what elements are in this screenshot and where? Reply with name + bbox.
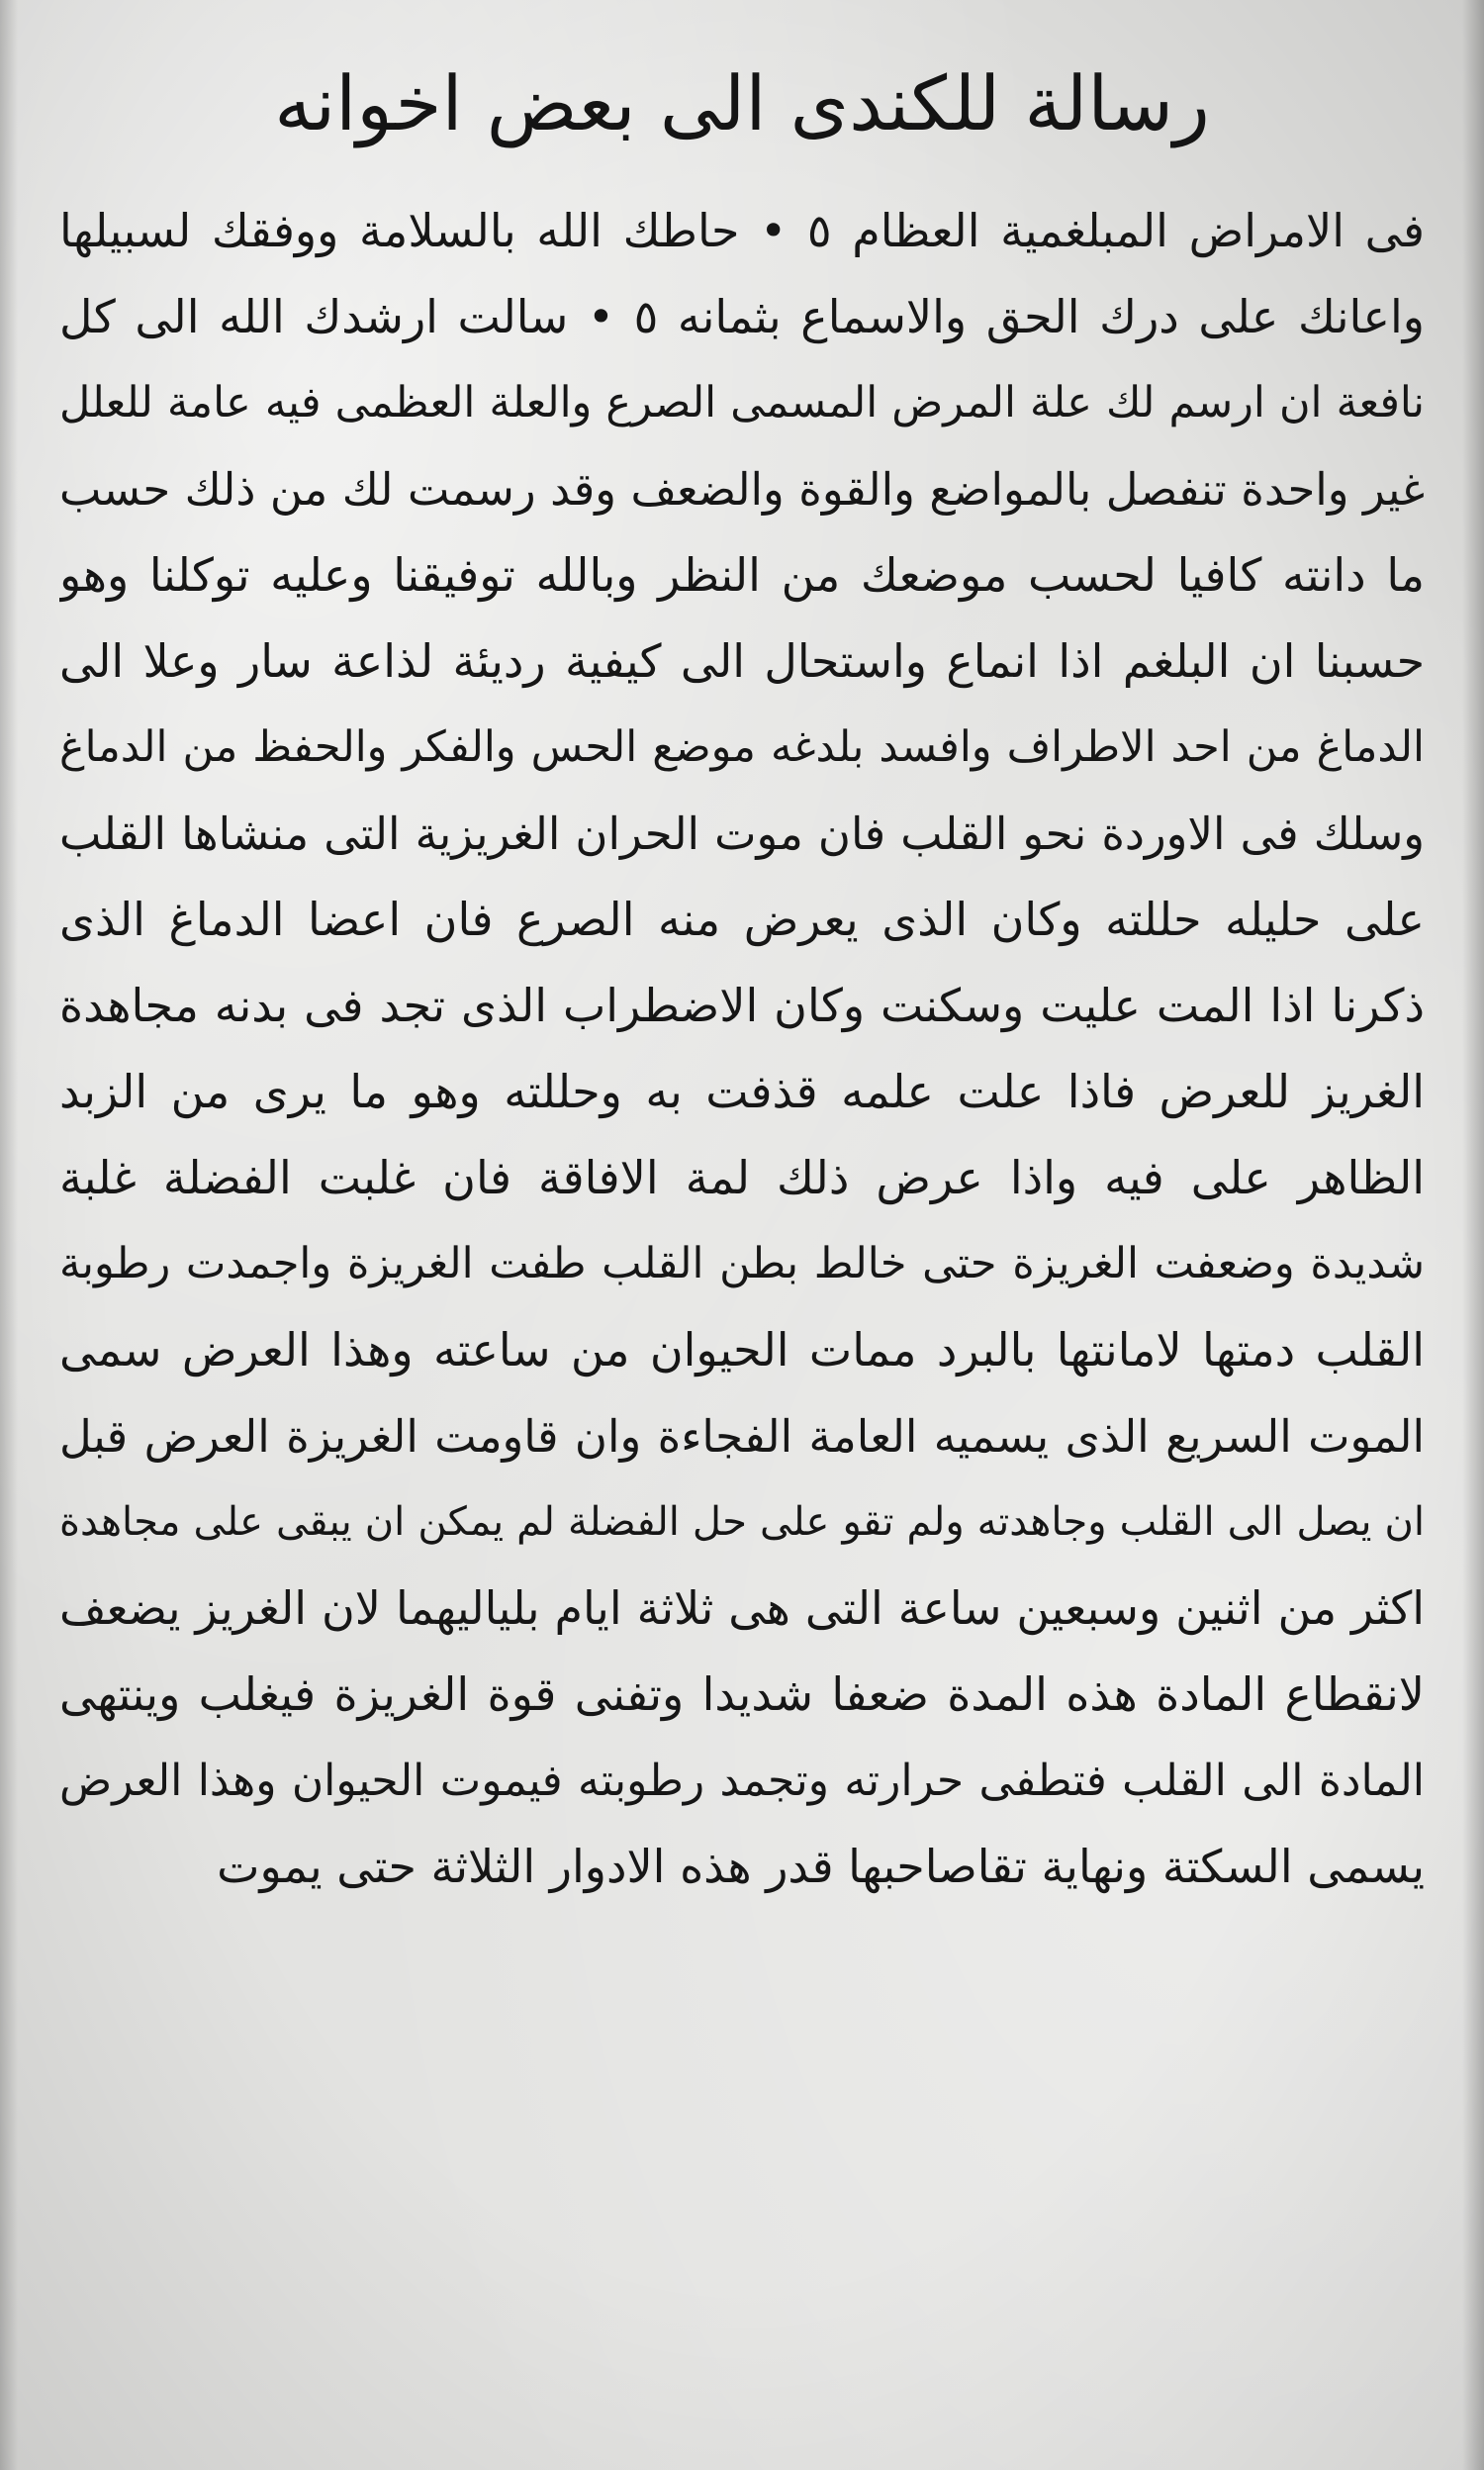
- text-line: لانقطاع المادة هذه المدة ضعفا شديدا وتفنى قوة الغريزة فيغلب وينتهى: [59, 1667, 1425, 1721]
- text-line: ان يصل الى القلب وجاهدته ولم تقو على حل الفضلة لم يمكن ان يبقى على مجاهدة: [59, 1499, 1425, 1545]
- text-line: ذكرنا اذا المت عليت وسكنت وكان الاضطراب الذى تجد فى بدنه مجاهدة: [59, 979, 1425, 1032]
- text-line: المادة الى القلب فتطفى حرارته وتجمد رطوبته فيموت الحيوان وهذا العرض: [59, 1756, 1425, 1806]
- text-line: غير واحدة تنفصل بالمواضع والقوة والضعف وقد رسمت لك من ذلك حسب: [59, 463, 1425, 516]
- page-shadow-left: [0, 0, 18, 2470]
- text-line: ما دانته كافيا لحسب موضعك من النظر وبالله توفيقنا وعليه توكلنا وهو: [59, 548, 1425, 602]
- text-line: فى الامراض المبلغمية العظام ٥ • حاطك الله بالسلامة ووفقك لسبيلها: [59, 204, 1425, 257]
- text-line: شديدة وضعفت الغريزة حتى خالط بطن القلب طفت الغريزة واجمدت رطوبة: [59, 1239, 1425, 1288]
- text-line: على حليله حللته وكان الذى يعرض منه الصرع فان اعضا الدماغ الذى: [59, 893, 1425, 946]
- manuscript-body: [59, 188, 1425, 2434]
- text-line: حسبنا ان البلغم اذا انماع واستحال الى كيفية رديئة لذاعة سار وعلا الى: [59, 634, 1425, 688]
- text-line: وسلك فى الاوردة نحو القلب فان موت الحران الغريزية التى منشاها القلب: [59, 808, 1425, 860]
- text-line: الغريز للعرض فاذا علت علمه قذفت به وحللته وهو ما يرى من الزبد: [59, 1065, 1425, 1118]
- page-shadow-right: [1462, 0, 1484, 2470]
- text-line: نافعة ان ارسم لك علة المرض المسمى الصرع والعلة العظمى فيه عامة للعلل: [59, 378, 1425, 428]
- text-line: الظاهر على فيه واذا عرض ذلك لمة الافاقة فان غلبت الفضلة غلبة: [59, 1151, 1425, 1204]
- text-line: الموت السريع الذى يسميه العامة الفجاءة وان قاومت الغريزة العرض قبل: [59, 1410, 1425, 1463]
- text-line: اكثر من اثنين وسبعين ساعة التى هى ثلاثة ايام بلياليهما لان الغريز يضعف: [59, 1581, 1425, 1635]
- text-line: الدماغ من احد الاطراف وافسد بلدغه موضع الحس والفكر والحفظ من الدماغ: [59, 722, 1425, 772]
- page-title: رسالة للكندى الى بعض اخوانه: [274, 59, 1210, 147]
- text-line: يسمى السكتة ونهاية تقاصاحبها قدر هذه الادوار الثلاثة حتى يموت: [217, 1840, 1425, 1893]
- text-line: واعانك على درك الحق والاسماع بثمانه ٥ • سالت ارشدك الله الى كل: [59, 290, 1425, 343]
- text-line: القلب دمتها لامانتها بالبرد ممات الحيوان من ساعته وهذا العرض سمى: [59, 1323, 1425, 1377]
